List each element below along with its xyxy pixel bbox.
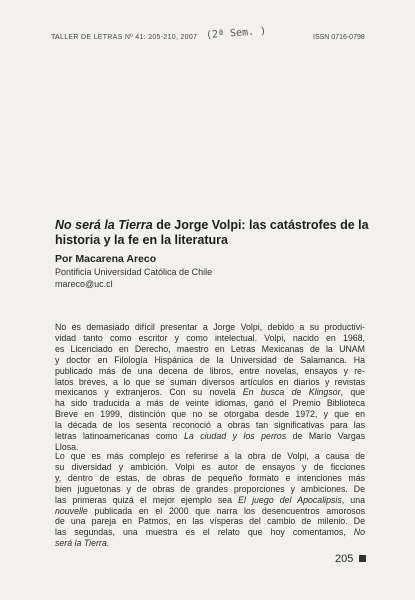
p1-line: Llosa. <box>55 441 79 452</box>
paragraph-1 <box>55 322 365 453</box>
p1-line-ciudad <box>55 431 365 442</box>
p2-line: y, dentro de estas, de obras de pequeño formato e intenciones más <box>55 472 365 483</box>
ciudad-title: La ciudad y los perros <box>183 431 287 442</box>
p2-line-apocalipsis <box>55 495 365 506</box>
p1-text: letras latinoamericanas como <box>55 431 184 442</box>
p1-text: , que <box>340 387 365 398</box>
p2-line: su diversidad y ambición. Volpi es autor de ensayos y de ficciones <box>55 461 365 472</box>
title-rest: de Jorge Volpi: las catástrofes de la historia y la fe en la literatura <box>55 218 369 247</box>
p1-line: y doctor en Filología Hispánica de la Universidad de Salamanca. Ha <box>55 354 365 365</box>
p2-line-no <box>55 527 365 538</box>
handwritten-note: (2ª Sem. ) <box>205 25 267 42</box>
author-name: Por Macarena Areco <box>55 253 157 265</box>
p1-line-klingsor <box>55 387 365 398</box>
p2-line-nouvelle <box>55 506 365 517</box>
p2-text: las primeras quizá el mejor ejemplo sea <box>55 494 239 505</box>
p2-text: las segundas, una muestra es el relato que hoy comentamos, <box>55 527 354 538</box>
paragraph-2 <box>55 451 365 549</box>
author-affiliation <box>55 266 212 290</box>
p1-line: la década de los sesenta reconoció a obras tan significativas para las <box>55 420 365 431</box>
klingsor-title: En busca de Klingsor <box>242 387 341 398</box>
p2-line: de una pareja en Patmos, en las vísperas del cambio de milenio. De <box>55 516 365 527</box>
p2-text: publicada en el 2000 que narra los desencuentros amorosos <box>87 505 365 516</box>
p1-text: de Marío Vargas <box>286 431 366 442</box>
p1-line: vidad tanto como escritor y como intelectual. Volpi, nacido en 1968, <box>55 332 365 343</box>
p2-line: Lo que es más complejo es referirse a la obra de Volpi, a causa de <box>55 451 365 461</box>
p1-line: es Licenciado en Derecho, maestro en Letras Mexicanas de la UNAM <box>55 343 365 354</box>
no-word: No <box>353 527 365 538</box>
p1-line: No es demasiado difícil presentar a Jorge Volpi, debido a su productivi- <box>55 322 365 332</box>
affiliation-institution: Pontificia Universidad Católica de Chile <box>55 267 213 277</box>
author-email: mareco@uc.cl <box>55 279 113 289</box>
p2-line: bien juguetonas y de obras de grandes proporciones y ambiciones. De <box>55 483 365 494</box>
p1-text: mexicanos y extranjeros. Con su novela <box>55 387 243 398</box>
p1-line: publicado más de una decena de libros, entre novelas, ensayos y re- <box>55 365 365 376</box>
p2-text: , una <box>341 494 365 505</box>
title-italic: No será la Tierra <box>55 218 153 232</box>
p1-line: ha sido traducida a más de veinte idiomas, ganó el Premio Biblioteca <box>55 398 365 409</box>
p1-line: Breve en 1999, distinción que no se otorgaba desde 1972, y que en <box>55 409 365 420</box>
article-title <box>55 218 375 248</box>
p2-line-last: será la Tierra. <box>55 538 110 549</box>
p1-line: latos breves, a lo que se suman diversos artículos en diarios y revistas <box>55 376 365 387</box>
journal-header: TALLER DE LETRAS Nº 41: 205-210, 2007 <box>51 34 198 41</box>
page-number: 205 <box>335 553 354 565</box>
square-marker-icon <box>359 555 366 562</box>
nouvelle-word: nouvelle <box>55 505 88 516</box>
issn-header: ISSN 0716-0798 <box>313 34 365 41</box>
apocalipsis-title: El juego del Apocalipsis <box>238 494 342 505</box>
